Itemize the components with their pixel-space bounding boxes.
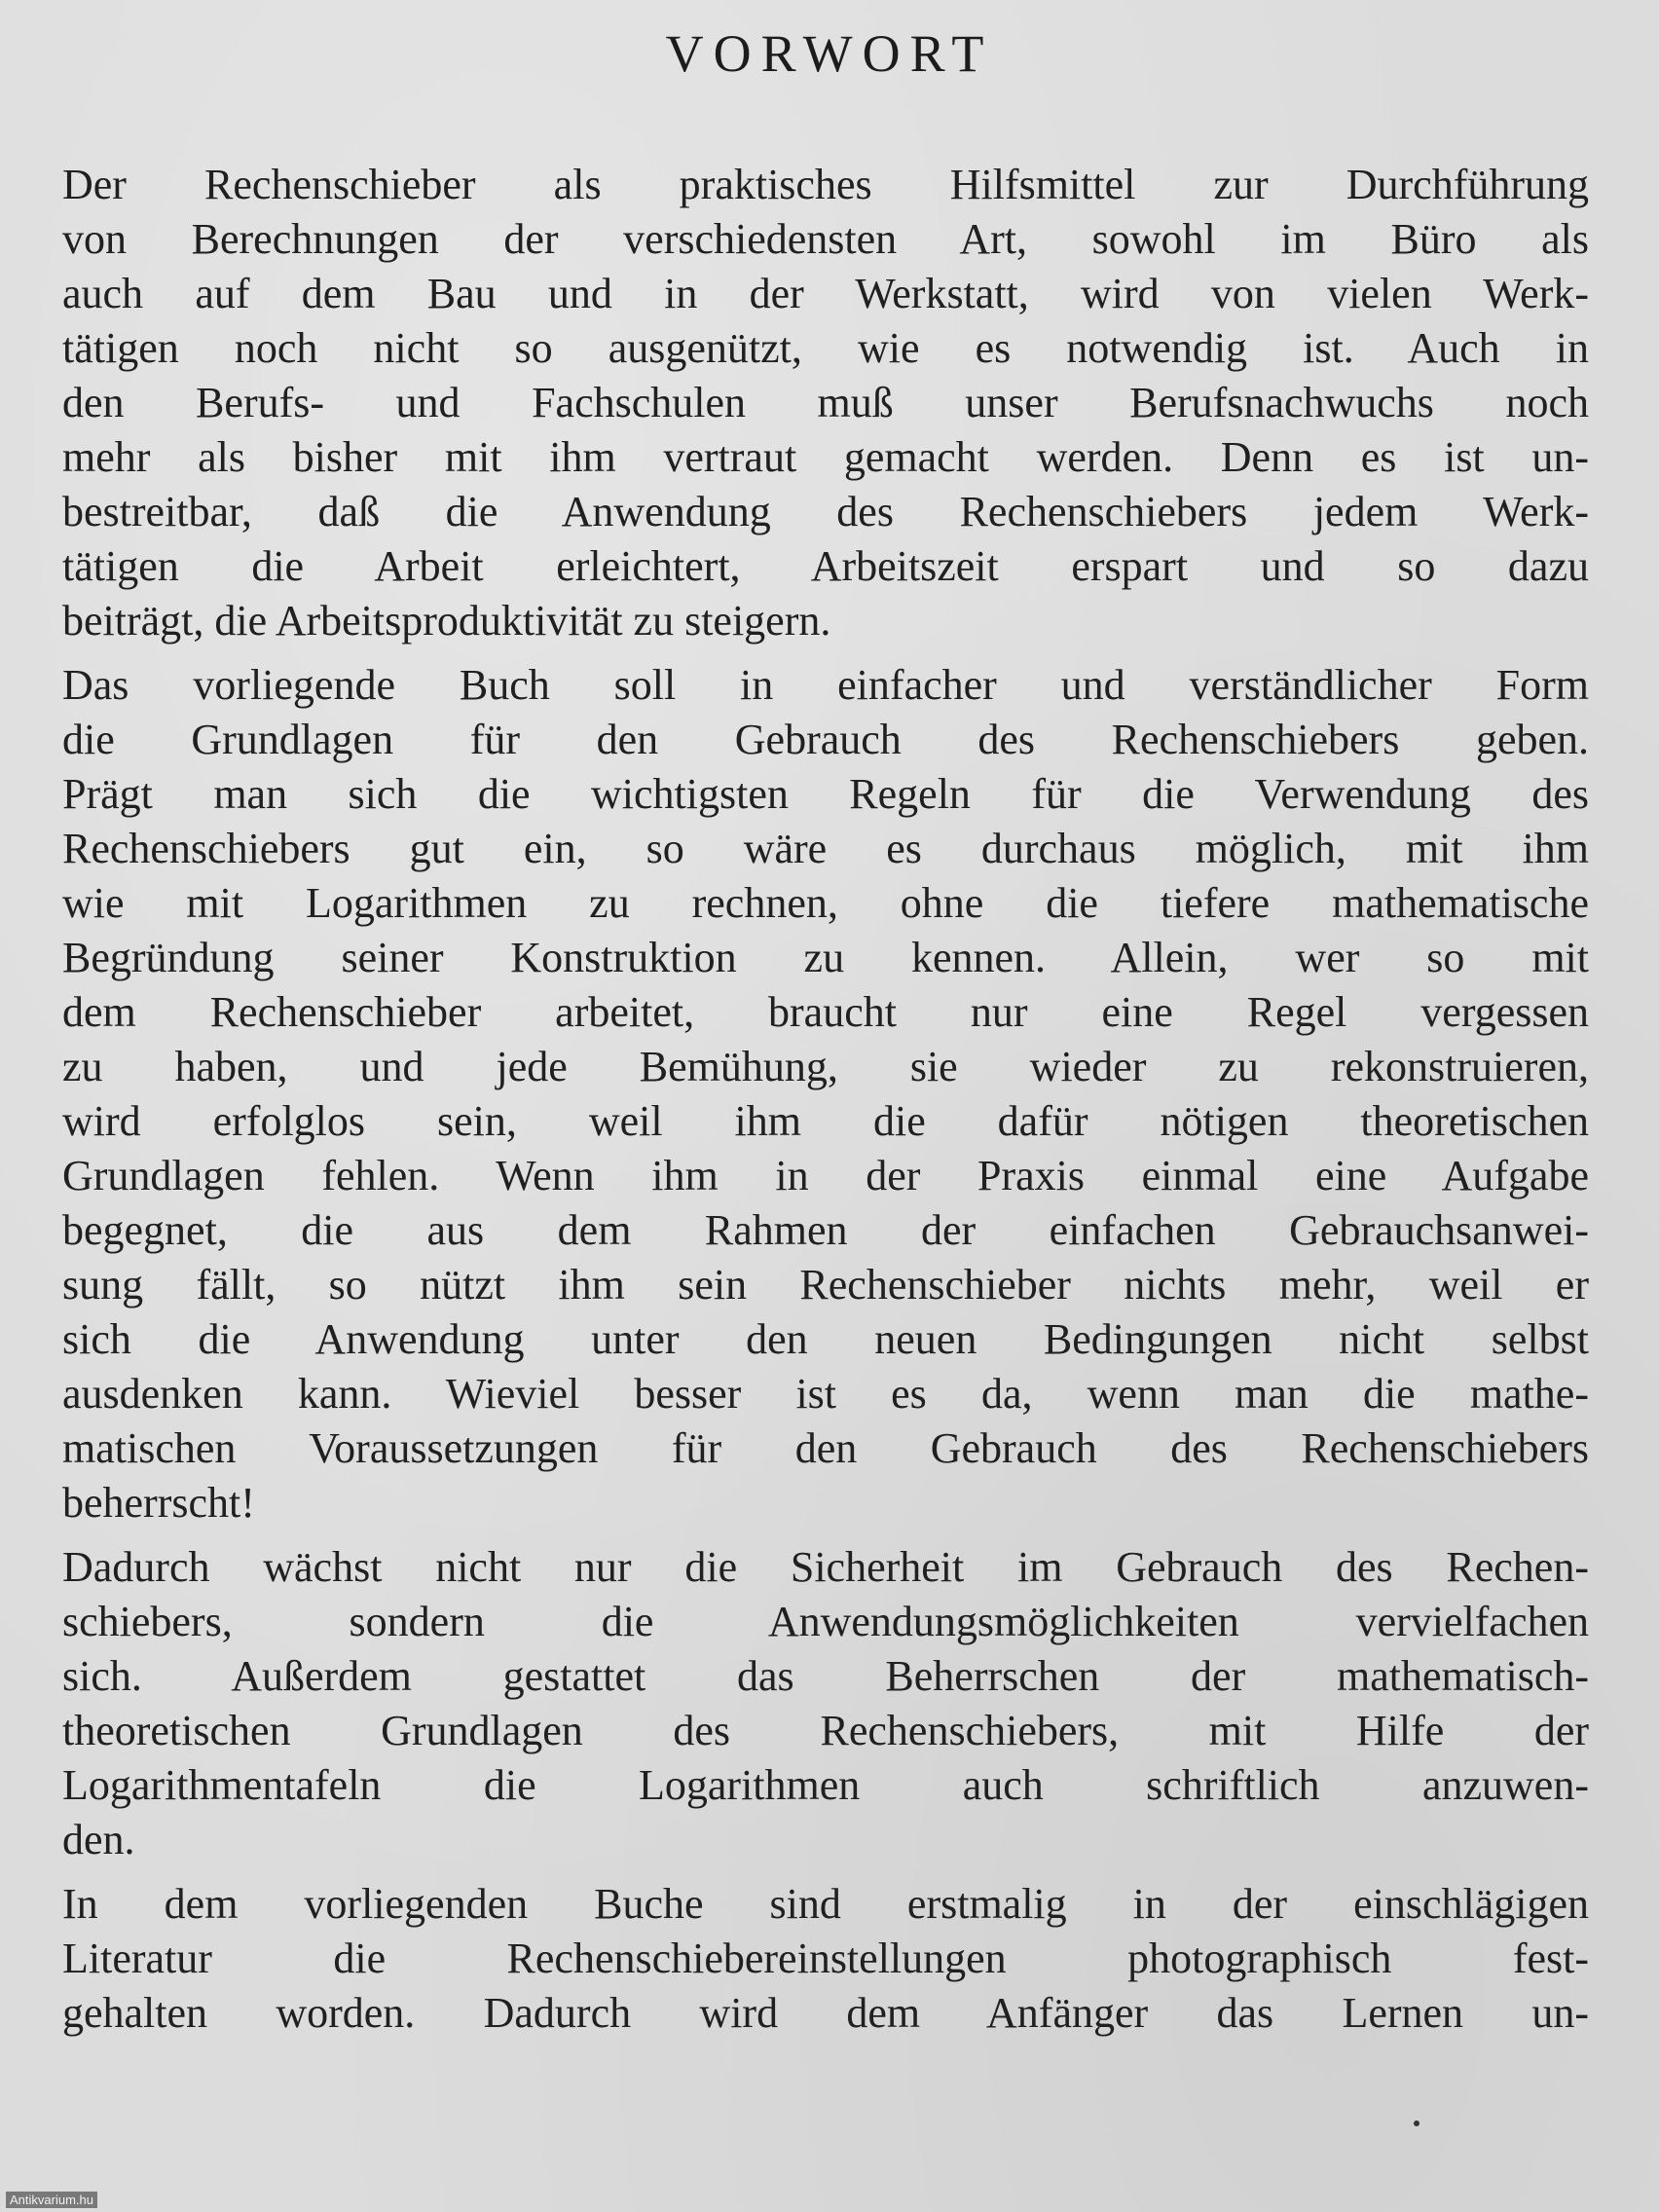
paragraph-2 [62, 658, 1589, 1530]
text-line: bestreitbar, daß die Anwendung des Rechenschiebers jedem Werk- [62, 488, 1589, 535]
text-line: sung fällt, so nützt ihm sein Rechenschieber nichts mehr, weil er [62, 1261, 1589, 1309]
text-line: Rechenschiebers gut ein, so wäre es durchaus möglich, mit ihm [62, 825, 1589, 872]
text-line: matischen Voraussetzungen für den Gebrauch des Rechenschiebers [62, 1424, 1589, 1472]
preface-text [62, 158, 1589, 2050]
text-line: tätigen die Arbeit erleichtert, Arbeitszeit erspart und so dazu [62, 542, 1589, 590]
paragraph-4 [62, 1877, 1589, 2041]
text-line: tätigen noch nicht so ausgenützt, wie es notwendig ist. Auch in [62, 324, 1589, 372]
text-line: die Grundlagen für den Gebrauch des Rechenschiebers geben. [62, 716, 1589, 763]
text-line: wie mit Logarithmen zu rechnen, ohne die tiefere mathematische [62, 879, 1589, 927]
text-line: In dem vorliegenden Buche sind erstmalig in der einschlägigen [62, 1880, 1589, 1928]
text-line: Begründung seiner Konstruktion zu kennen. Allein, wer so mit [62, 934, 1589, 981]
text-line: Der Rechenschieber als praktisches Hilfsmittel zur Durchführung [62, 161, 1589, 208]
text-line: gehalten worden. Dadurch wird dem Anfänger das Lernen un- [62, 1989, 1589, 2037]
text-line: den Berufs- und Fachschulen muß unser Berufsnachwuchs noch [62, 379, 1589, 426]
text-line: beherrscht! [62, 1479, 255, 1527]
text-line: ausdenken kann. Wieviel besser ist es da, wenn man die mathe- [62, 1370, 1589, 1418]
text-line: sich die Anwendung unter den neuen Bedingungen nicht selbst [62, 1315, 1589, 1363]
watermark: Antikvarium.hu [6, 2192, 97, 2208]
text-line: Das vorliegende Buch soll in einfacher und verständlicher Form [62, 661, 1589, 709]
text-line: mehr als bisher mit ihm vertraut gemacht werden. Denn es ist un- [62, 433, 1589, 481]
text-line: den. [62, 1816, 135, 1863]
text-line: schiebers, sondern die Anwendungsmöglichkeiten vervielfachen [62, 1598, 1589, 1645]
text-line: Prägt man sich die wichtigsten Regeln für die Verwendung des [62, 770, 1589, 818]
text-line: dem Rechenschieber arbeitet, braucht nur eine Regel vergessen [62, 988, 1589, 1036]
text-line: beiträgt, die Arbeitsproduktivität zu steigern. [62, 597, 831, 645]
text-line: theoretischen Grundlagen des Rechenschiebers, mit Hilfe der [62, 1707, 1589, 1754]
page-title: VORWORT [665, 24, 994, 83]
paragraph-1 [62, 158, 1589, 648]
paper-speck [1414, 2120, 1419, 2126]
text-line: zu haben, und jede Bemühung, sie wieder zu rekonstruieren, [62, 1043, 1589, 1090]
text-line: sich. Außerdem gestattet das Beherrschen der mathematisch- [62, 1652, 1589, 1700]
paragraph-3 [62, 1540, 1589, 1867]
text-line: von Berechnungen der verschiedensten Art, sowohl im Büro als [62, 215, 1589, 263]
text-line: Dadurch wächst nicht nur die Sicherheit im Gebrauch des Rechen- [62, 1543, 1589, 1591]
text-line: auch auf dem Bau und in der Werkstatt, wird von vielen Werk- [62, 270, 1589, 317]
text-line: begegnet, die aus dem Rahmen der einfachen Gebrauchsanwei- [62, 1206, 1589, 1254]
text-line: Grundlagen fehlen. Wenn ihm in der Praxis einmal eine Aufgabe [62, 1152, 1589, 1199]
text-line: wird erfolglos sein, weil ihm die dafür nötigen theoretischen [62, 1097, 1589, 1145]
text-line: Logarithmentafeln die Logarithmen auch schriftlich anzuwen- [62, 1761, 1589, 1809]
text-line: Literatur die Rechenschiebereinstellungen photographisch fest- [62, 1935, 1589, 1982]
